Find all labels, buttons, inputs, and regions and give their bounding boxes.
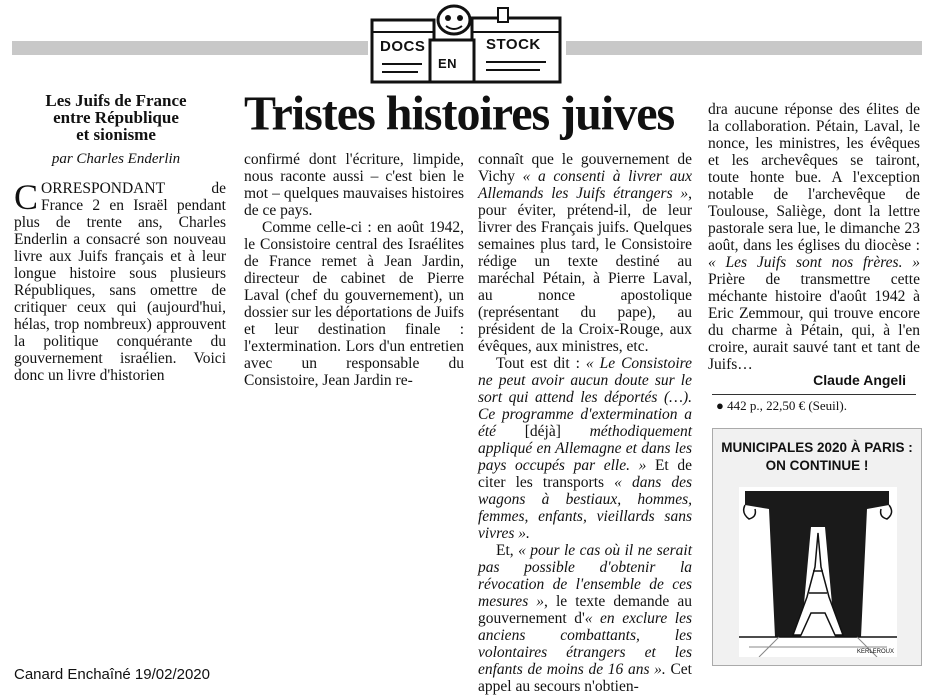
quote: « pour le cas où il ne serait pas possible d'obtenir la révocation de l'ensemble de ces mesures » [478, 542, 693, 610]
main-column-1 [244, 151, 464, 389]
text-run: Et, [496, 542, 514, 559]
paragraph: Comme celle-ci : en août 1942, le Consistoire central des Israélites de France remet à Jean Jardin, directeur de cabinet de Pierre Laval (chef du gouvernement), un dossier sur les déportations de Juifs et leur destination finale : l'extermination. Lors d'un entretien avec un responsable du Consistoire, Jean Jardin re- [244, 219, 464, 389]
sidebar-title-line-3: et sionisme [76, 125, 156, 144]
quote: « dans des wagons à bestiaux, hommes, femmes, enfants, vieillards sans vivres ». [478, 474, 692, 542]
cartoon-caption-line-1: MUNICIPALES 2020 À PARIS : [721, 440, 913, 455]
text-run: , le texte demande au gouvernement d' [478, 593, 692, 627]
paragraph [708, 101, 920, 373]
header-band-left [12, 41, 368, 55]
sidebar-title-line-1: Les Juifs de France [45, 91, 187, 110]
logo-label-stock: STOCK [486, 36, 541, 53]
sidebar-article-title [14, 92, 218, 143]
sidebar-body-text: ORRESPONDANT de France 2 en Israël pendant plus de trente ans, Charles Enderlin a consacré son nouveau livre aux Juifs français et à leur longue histoire sous plusieurs Républiques, sans omettre de critiquer ceux qui (aujourd'hui, hélas, trop nombreux) approuvent la politique conquérante du gouvernement israélien. Voici donc un livre d'historien [14, 180, 226, 384]
sidebar-title-line-2: entre République [53, 108, 179, 127]
author-signature: Claude Angeli [813, 372, 906, 388]
text-run: Et de citer les transports [478, 457, 692, 491]
drop-cap: C [14, 177, 39, 217]
eiffel-tower-cartoon-icon [739, 487, 897, 657]
text-run: [déjà] [524, 423, 561, 440]
main-article-title: Tristes histoires juives [244, 86, 675, 141]
main-column-2 [478, 151, 692, 695]
quote: « Les Juifs sont nos frères. » [708, 254, 920, 271]
quote: « a consenti à livrer aux Allemands les Juifs étrangers » [478, 168, 692, 202]
text-run: Cet appel au secours n'obtien- [478, 661, 692, 695]
source-credit: Canard Enchaîné 19/02/2020 [14, 666, 210, 683]
paragraph [478, 542, 692, 695]
text-run: Prière de transmettre cette méchante histoire d'août 1942 à Eric Zemmour, qui trouve encore du charme à Pétain, qui, à l'en croire, aurait sauvé tant et tant de Juifs… [708, 271, 920, 373]
quote: méthodiquement appliqué en Allemagne et dans les pays occupés par elle. » [478, 423, 693, 474]
header-band-right [566, 41, 922, 55]
sidebar-byline: par Charles Enderlin [51, 151, 181, 167]
sidebar-article-body [14, 177, 226, 384]
text-run: dra aucune réponse des élites de la collaboration. Pétain, Laval, le nonce, les ministres, les évêques et les archevêques se tairont, toute honte bue. A l'exception notable de l'archevêque de Toulouse, Saliège, dont la lettre pastorale sera lue, le dimanche 23 août, dans les églises du diocèse : [708, 101, 920, 254]
cartoon-box [712, 428, 922, 666]
logo-label-docs: DOCS [380, 38, 426, 55]
cartoon-caption [713, 439, 921, 475]
text-run: Tout est dit : [496, 355, 580, 372]
cartoonist-signature: KERLEROUX [857, 649, 895, 655]
paragraph [478, 355, 692, 542]
text-run: connaît que le gouvernement de Vichy [478, 151, 692, 185]
divider [712, 394, 916, 395]
logo-label-en: EN [438, 56, 458, 71]
quote: « Le Consistoire ne peut avoir aucun doute sur le sort qui attend les déportés (…). Ce programme d'extermination a été [478, 355, 692, 440]
paragraph [478, 151, 692, 355]
book-info: ● 442 p., 22,50 € (Seuil). [716, 398, 847, 413]
docs-en-stock-logo [368, 4, 566, 86]
text-run: , pour éviter, prétend-il, de leur livrer des Français juifs. Quelques semaines plus tard, le Consistoire rédige un texte destiné au maréchal Pétain, à Pierre Laval, au nonce apostolique (représentant du pape), au président de la Croix-Rouge, aux évêques, aux ministres, etc. [478, 185, 692, 355]
cartoon-caption-line-2: ON CONTINUE ! [765, 458, 869, 473]
paragraph: confirmé dont l'écriture, limpide, nous raconte aussi – c'est bien le mot – quelques mauvaises histoires de ce pays. [244, 151, 464, 219]
quote: « en exclure les anciens combattants, les volontaires étrangers et les enfants de moins de 16 ans ». [478, 610, 692, 678]
main-column-3 [708, 101, 920, 373]
